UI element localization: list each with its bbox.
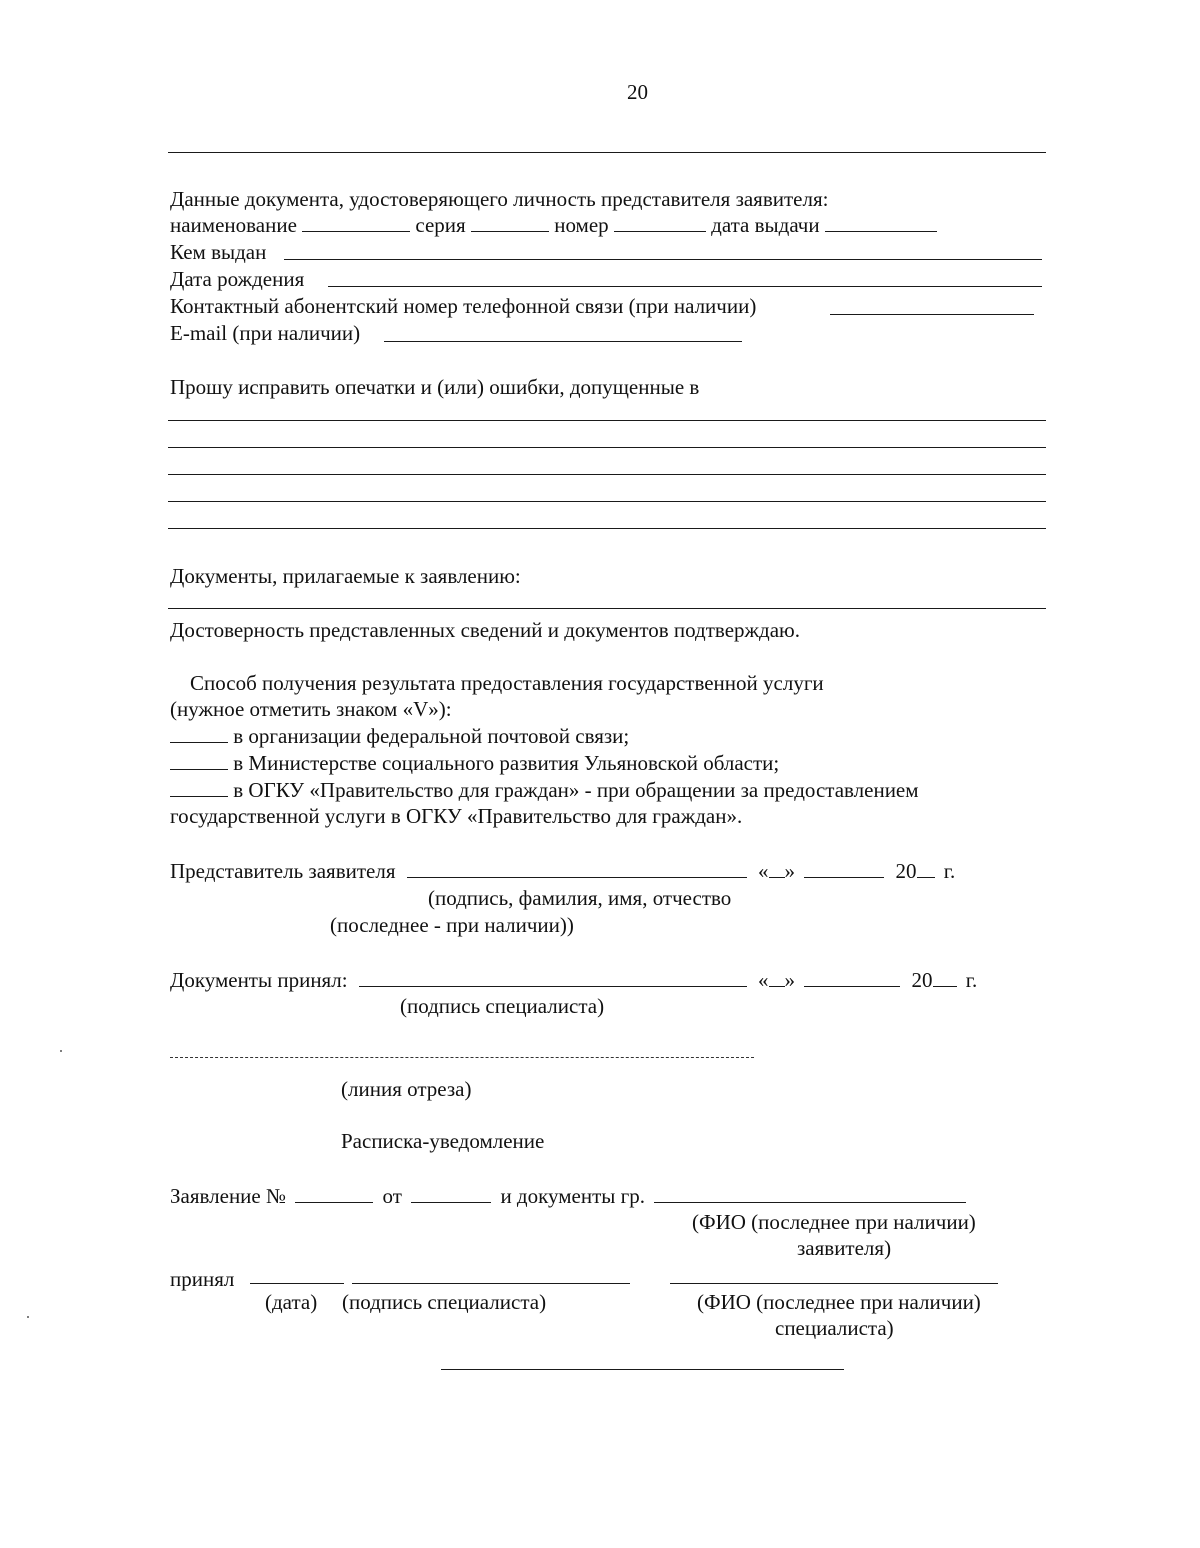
issued-by-label: Кем выдан	[170, 240, 267, 264]
name-label: наименование	[170, 213, 297, 237]
accepted-label: Документы принял:	[170, 968, 348, 992]
applicant-fio-caption-1: (ФИО (последнее при наличии)	[692, 1210, 976, 1234]
option-post-label: в организации федеральной почтовой связи;	[233, 724, 630, 748]
applicant-fio-field[interactable]	[654, 1184, 966, 1203]
option-ogku-mark[interactable]	[170, 778, 228, 797]
delivery-option-ogku	[170, 777, 919, 803]
issued-by-field[interactable]	[284, 259, 1042, 260]
specialist-fio-caption-1: (ФИО (последнее при наличии)	[697, 1290, 981, 1314]
page-number: 20	[627, 80, 648, 104]
email-field[interactable]	[384, 341, 742, 342]
accepted-day-field[interactable]	[769, 968, 785, 987]
representative-caption-1: (подпись, фамилия, имя, отчество	[428, 886, 732, 910]
year-suffix: г.	[965, 968, 978, 992]
phone-field[interactable]	[830, 314, 1034, 315]
cut-line-caption: (линия отреза)	[341, 1077, 472, 1101]
option-ministry-label: в Министерстве социального развития Ульяновской области;	[233, 751, 780, 775]
representative-caption-2: (последнее - при наличии))	[330, 913, 574, 937]
blank-line	[168, 152, 1046, 153]
applicant-fio-caption-2: заявителя)	[797, 1236, 892, 1260]
from-label: от	[382, 1184, 402, 1208]
series-field[interactable]	[471, 213, 549, 232]
request-text: Прошу исправить опечатки и (или) ошибки, допущенные в	[170, 375, 700, 399]
representative-month-field[interactable]	[804, 859, 884, 878]
receipt-accepted-label: принял	[170, 1267, 235, 1291]
scan-mark	[27, 1316, 29, 1318]
receipt-application-row	[170, 1183, 966, 1209]
representative-signature-field[interactable]	[407, 859, 747, 878]
accepted-year-field[interactable]	[933, 968, 957, 987]
accepted-signature-field[interactable]	[359, 968, 747, 987]
request-line-4[interactable]	[168, 501, 1046, 502]
quote-open: «	[758, 968, 769, 992]
docs-label: и документы гр.	[500, 1184, 645, 1208]
id-doc-fields-row	[170, 212, 937, 238]
attachments-label: Документы, прилагаемые к заявлению:	[170, 564, 521, 588]
accepted-caption: (подпись специалиста)	[400, 994, 605, 1018]
receipt-date-field[interactable]	[250, 1283, 344, 1284]
representative-year-field[interactable]	[917, 859, 935, 878]
number-field[interactable]	[614, 213, 706, 232]
request-line-2[interactable]	[168, 447, 1046, 448]
delivery-option-post	[170, 723, 629, 749]
year-suffix: г.	[943, 859, 956, 883]
scan-mark	[60, 1050, 62, 1052]
quote-close: »	[784, 859, 795, 883]
request-line-5[interactable]	[168, 528, 1046, 529]
email-label: E-mail (при наличии)	[170, 321, 361, 345]
option-post-mark[interactable]	[170, 724, 228, 743]
name-field[interactable]	[302, 213, 410, 232]
end-separator	[441, 1369, 844, 1370]
id-doc-heading: Данные документа, удостоверяющего личность представителя заявителя:	[170, 187, 829, 211]
delivery-line-1: Способ получения результата предоставления государственной услуги	[190, 671, 824, 695]
series-label: серия	[415, 213, 466, 237]
birth-date-field[interactable]	[328, 286, 1042, 287]
phone-label: Контактный абонентский номер телефонной связи (при наличии)	[170, 294, 757, 318]
delivery-line-2: (нужное отметить знаком «V»):	[170, 697, 452, 721]
representative-day-field[interactable]	[769, 859, 785, 878]
confirmation-text: Достоверность представленных сведений и документов подтверждаю.	[170, 618, 800, 642]
delivery-option-ministry	[170, 750, 779, 776]
year-prefix: 20	[895, 859, 917, 883]
option-ogku-label: в ОГКУ «Правительство для граждан» - при обращении за предоставлением	[233, 778, 919, 802]
quote-open: «	[758, 859, 769, 883]
receipt-signature-caption: (подпись специалиста)	[342, 1290, 547, 1314]
cut-line	[170, 1057, 754, 1058]
delivery-option-ogku-cont: государственной услуги в ОГКУ «Правительство для граждан».	[170, 804, 743, 828]
request-line-3[interactable]	[168, 474, 1046, 475]
representative-row	[170, 858, 955, 884]
accepted-month-field[interactable]	[804, 968, 900, 987]
specialist-fio-field[interactable]	[670, 1283, 998, 1284]
application-date-field[interactable]	[411, 1184, 491, 1203]
receipt-title: Расписка-уведомление	[341, 1129, 545, 1153]
year-prefix: 20	[911, 968, 933, 992]
attachments-line[interactable]	[168, 608, 1046, 609]
representative-label: Представитель заявителя	[170, 859, 396, 883]
application-number-field[interactable]	[295, 1184, 373, 1203]
accepted-row	[170, 967, 977, 993]
issue-date-field[interactable]	[825, 213, 937, 232]
quote-close: »	[784, 968, 796, 992]
specialist-fio-caption-2: специалиста)	[775, 1316, 894, 1340]
issue-date-label: дата выдачи	[711, 213, 820, 237]
application-number-label: Заявление №	[170, 1184, 287, 1208]
birth-date-label: Дата рождения	[170, 267, 305, 291]
number-label: номер	[554, 213, 609, 237]
receipt-date-caption: (дата)	[265, 1290, 318, 1314]
request-line-1[interactable]	[168, 420, 1046, 421]
receipt-signature-field[interactable]	[352, 1283, 630, 1284]
option-ministry-mark[interactable]	[170, 751, 228, 770]
